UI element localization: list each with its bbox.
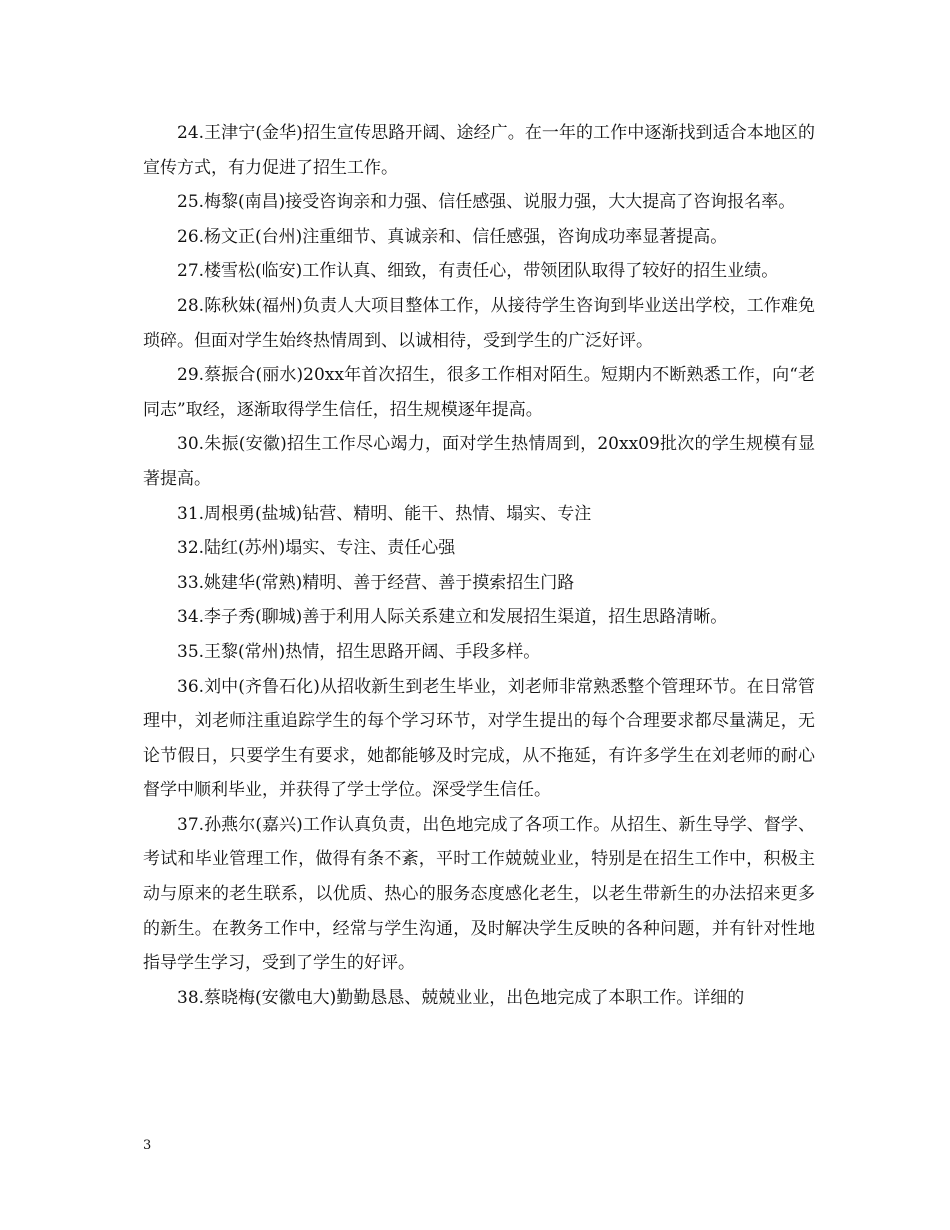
paragraph-33: 33.姚建华(常熟)精明、善于经营、善于摸索招生门路 [177, 572, 575, 593]
paragraph-32: 32.陆红(苏州)塌实、专注、责任心强 [177, 538, 456, 559]
paragraph-27: 27.楼雪松(临安)工作认真、细致，有责任心，带领团队取得了较好的招生业绩。 [177, 261, 779, 282]
paragraph-24: 24.王津宁(金华)招生宣传思路开阔、途经广。在一年的工作中逐渐找到适合本地区的宣传方式，有力促进了招生工作。 [143, 123, 815, 178]
paragraph-31: 31.周根勇(盐城)钻营、精明、能干、热情、塌实、专注 [177, 503, 592, 524]
page-number: 3 [143, 1138, 152, 1153]
paragraph-38: 38.蔡晓梅(安徽电大)勤勤恳恳、兢兢业业，出色地完成了本职工作。详细的 [177, 987, 745, 1008]
paragraph-36: 36.刘中(齐鲁石化)从招收新生到老生毕业，刘老师非常熟悉整个管理环节。在日常管理中，刘老师注重追踪学生的每个学习环节，对学生提出的每个合理要求都尽量满足，无论节假日，只要学生有要求，她都能够及时完成，从不拖延，有许多学生在刘老师的耐心督学中顺利毕业，并获得了学士学位。深受学生信任。 [143, 676, 815, 801]
paragraph-34: 34.李子秀(聊城)善于利用人际关系建立和发展招生渠道，招生思路清晰。 [177, 607, 728, 628]
paragraph-35: 35.王黎(常州)热情，招生思路开阔、手段多样。 [177, 641, 541, 662]
paragraph-29: 29.蔡振合(丽水)20xx年首次招生，很多工作相对陌生。短期内不断熟悉工作，向“老同志”取经，逐渐取得学生信任，招生规模逐年提高。 [143, 365, 815, 420]
paragraph-28: 28.陈秋妹(福州)负责人大项目整体工作，从接待学生咨询到毕业送出学校，工作难免琐碎。但面对学生始终热情周到、以诚相待，受到学生的广泛好评。 [143, 295, 815, 351]
document-body [143, 116, 815, 1015]
paragraph-25: 25.梅黎(南昌)接受咨询亲和力强、信任感强、说服力强，大大提高了咨询报名率。 [177, 192, 796, 213]
paragraph-26: 26.杨文正(台州)注重细节、真诚亲和、信任感强，咨询成功率显著提高。 [177, 226, 728, 247]
paragraph-37: 37.孙燕尔(嘉兴)工作认真负责，出色地完成了各项工作。从招生、新生导学、督学、考试和毕业管理工作，做得有条不紊，平时工作兢兢业业，特别是在招生工作中，积极主动与原来的老生联系，以优质、热心的服务态度感化老生，以老生带新生的办法招来更多的新生。在教务工作中，经常与学生沟通，及时解决学生反映的各种问题，并有针对性地指导学生学习，受到了学生的好评。 [143, 814, 815, 974]
paragraph-30: 30.朱振(安徽)招生工作尽心竭力，面对学生热情周到，20xx09批次的学生规模有显著提高。 [143, 434, 815, 489]
